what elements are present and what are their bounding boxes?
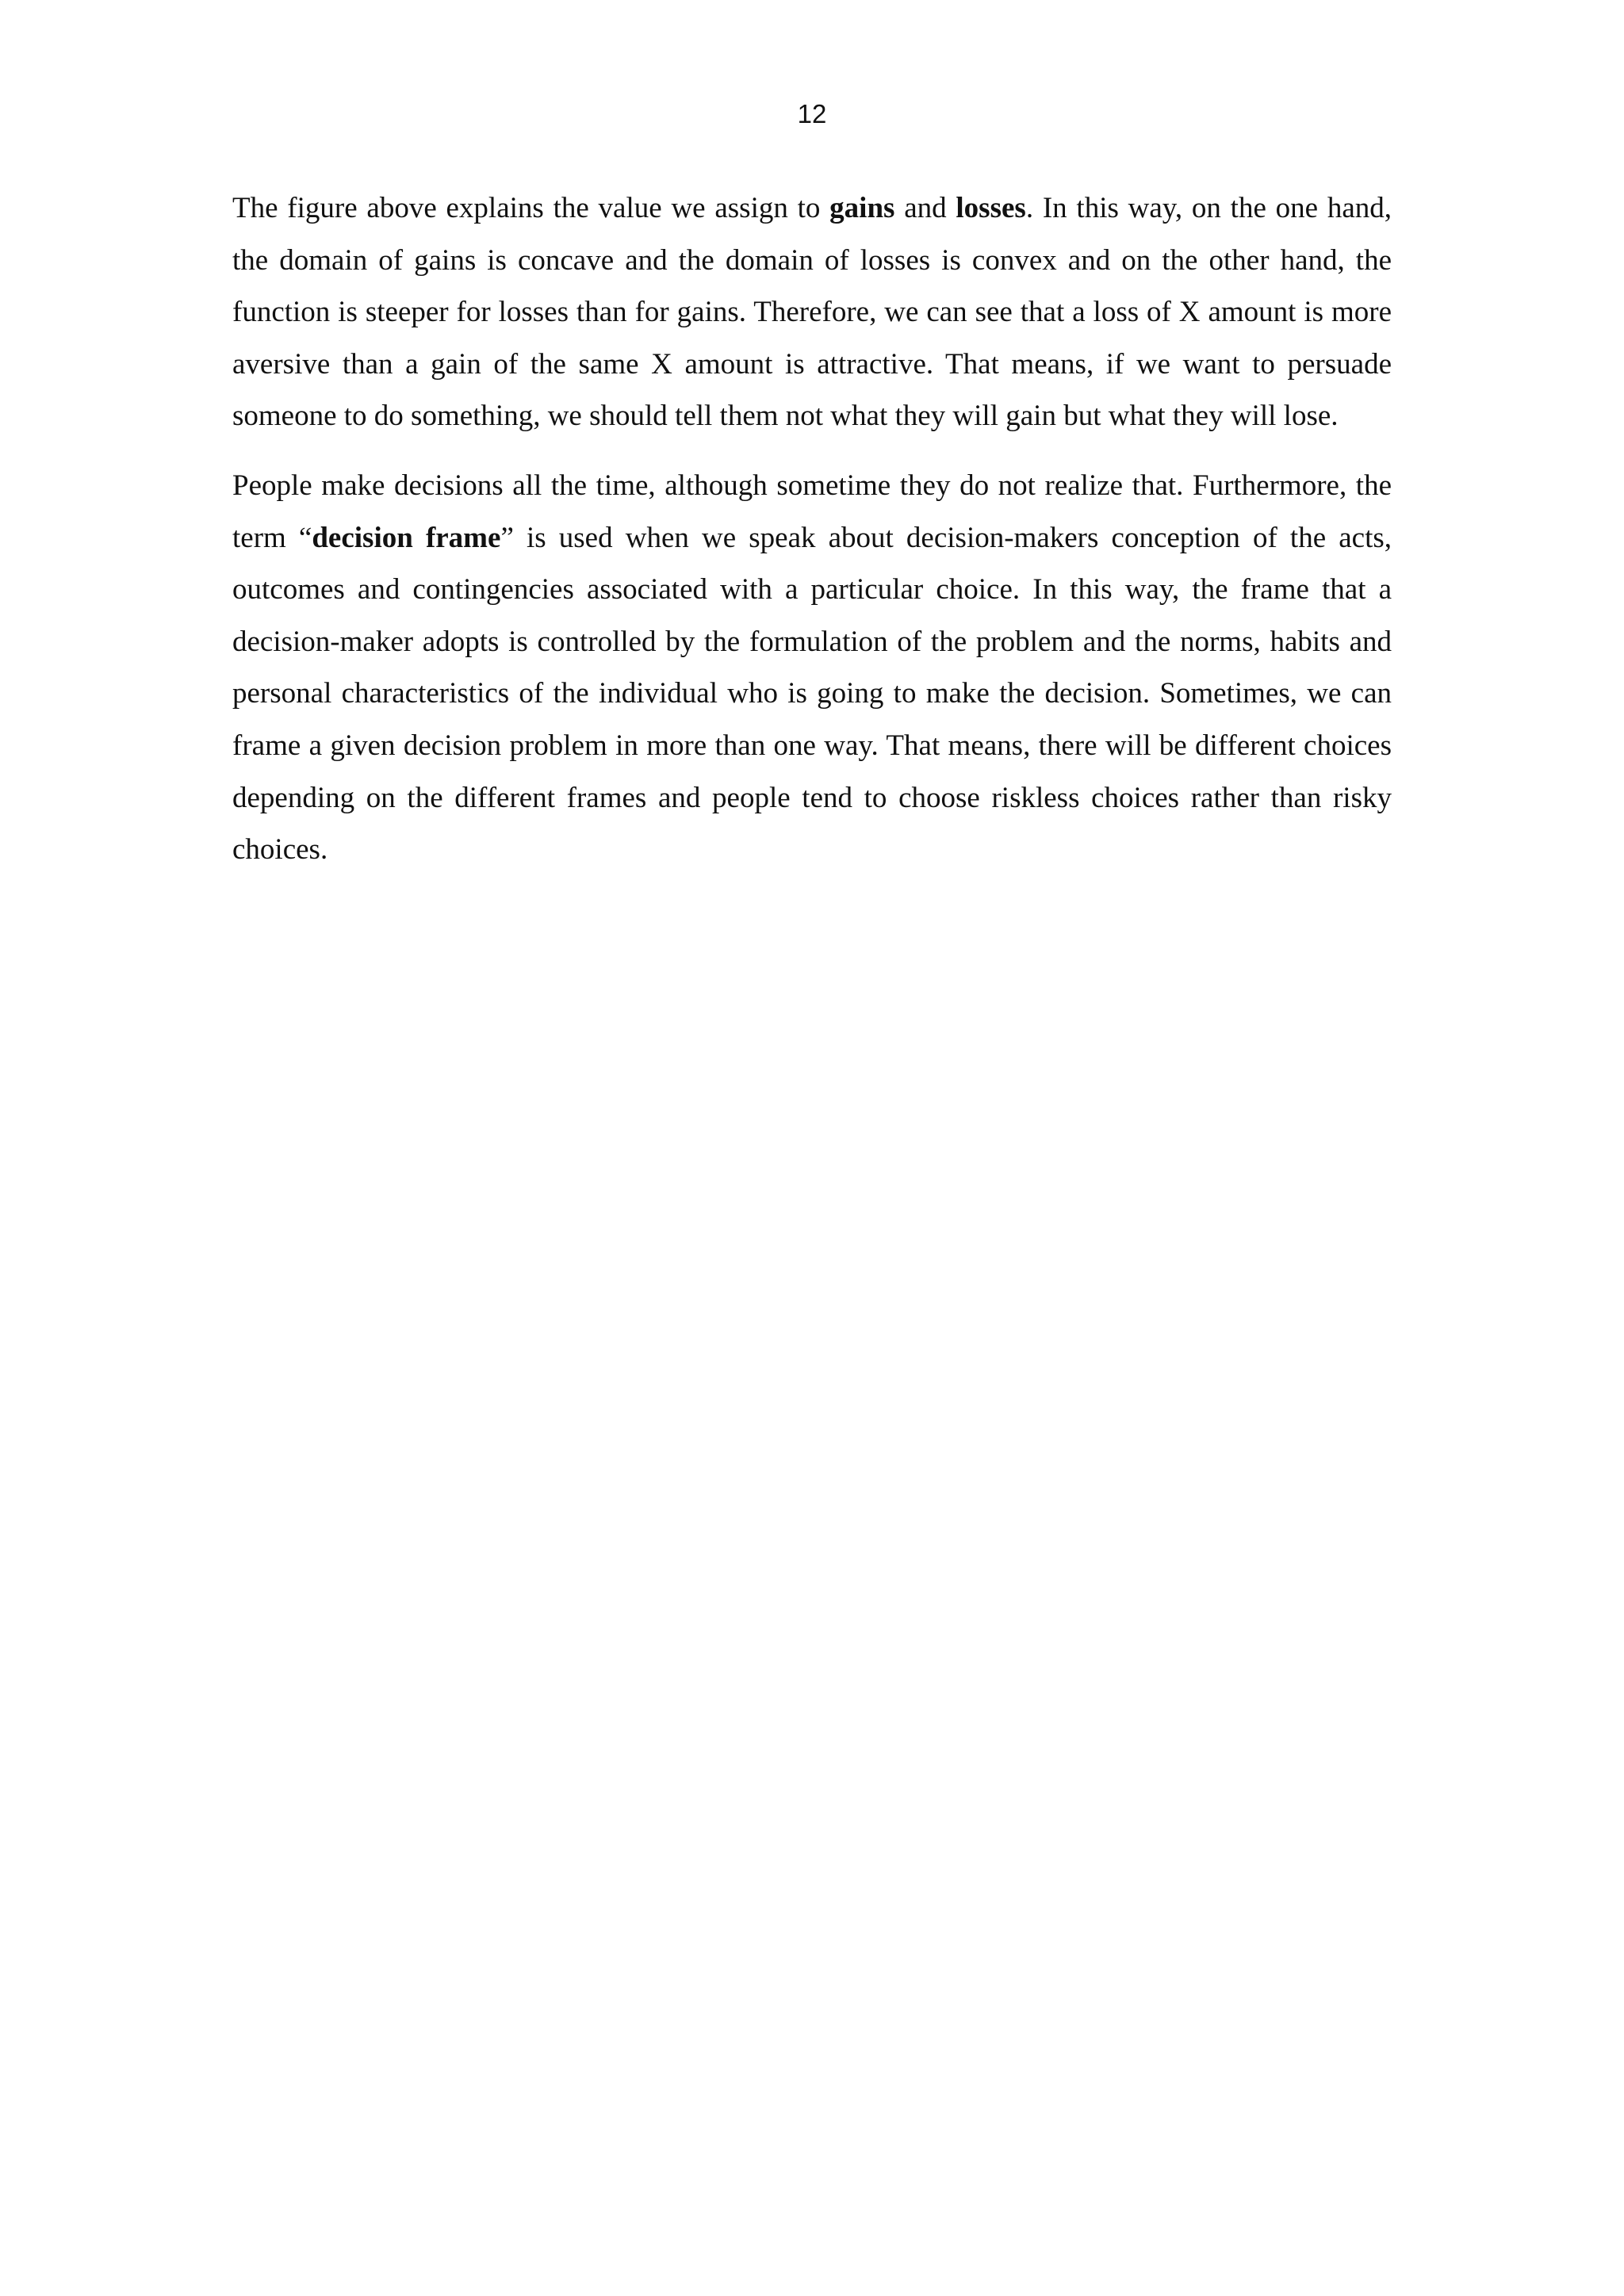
bold-term-losses: losses xyxy=(956,192,1026,224)
paragraph-decision-frame xyxy=(232,460,1392,876)
text-segment: The figure above explains the value we assign to xyxy=(232,192,830,224)
page-number: 12 xyxy=(797,99,827,128)
text-segment: ” is used when we speak about decision-makers conception of the acts, outcomes and contingencies associated with a particular choice. In this way, the frame that a decision-maker adopts is controlled by the formulation of the problem and the norms, habits and personal characteristics of the individual who is going to make the decision. Sometimes, we can frame a given decision problem in more than one way. That means, there will be different choices depending on the different frames and people tend to choose riskless choices rather than risky choices. xyxy=(232,521,1392,867)
bold-term-gains: gains xyxy=(829,192,895,224)
body-text xyxy=(232,182,1392,876)
text-segment: . In this way, on the one hand, the domain of gains is concave and the domain of losses is convex and on the other hand, the function is steeper for losses than for gains. Therefore, we can see that a loss of X amount is more aversive than a gain of the same X amount is attractive. That means, if we want to persuade someone to do something, we should tell them not what they will gain but what they will lose. xyxy=(232,192,1392,433)
paragraph-value-function xyxy=(232,182,1392,442)
text-segment: and xyxy=(894,192,956,224)
bold-term-decision-frame: decision frame xyxy=(312,521,501,554)
text-segment: People make decisions all the time, although sometime they do not realize that. Furthermore, the term “ xyxy=(232,469,1392,554)
